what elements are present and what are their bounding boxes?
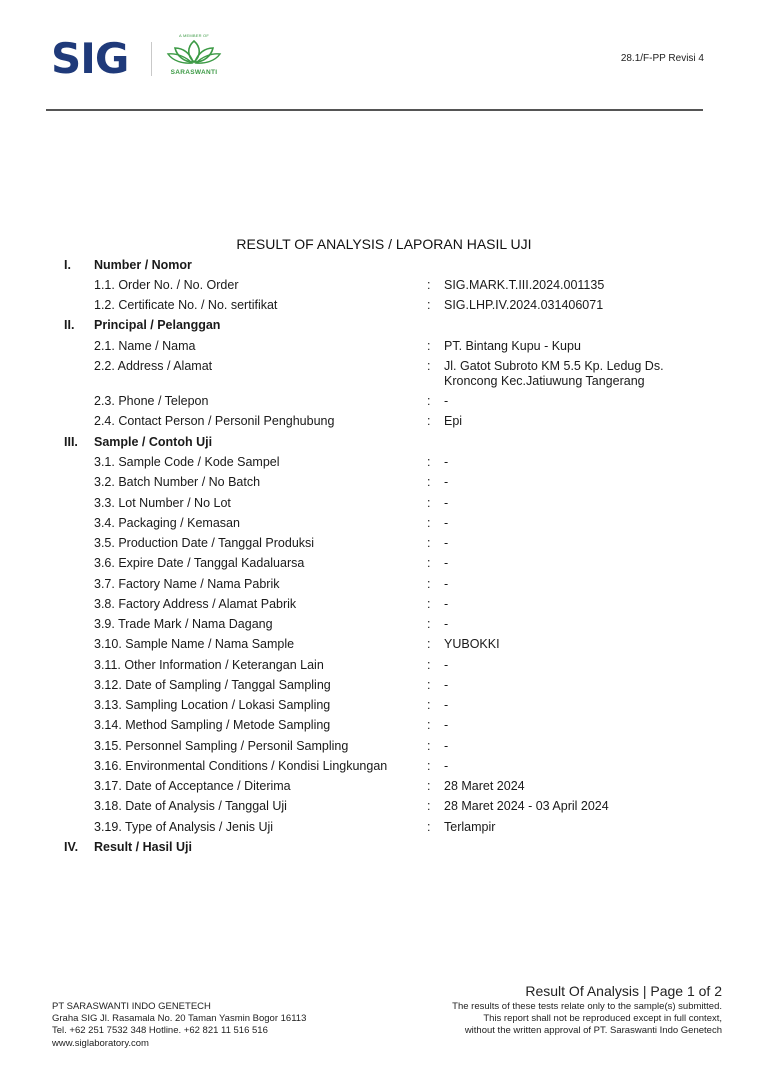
disclaimer-line: The results of these tests relate only to the sample(s) submitted. (452, 1001, 722, 1012)
field-value: - (444, 455, 449, 469)
section-title: Principal / Pelanggan (94, 318, 221, 332)
field-colon: : (427, 617, 431, 631)
field-label: 3.8. Factory Address / Alamat Pabrik (94, 597, 297, 611)
field-colon: : (427, 678, 431, 692)
field-colon: : (427, 658, 431, 672)
section-number: IV. (64, 840, 79, 854)
field-value: - (444, 698, 449, 712)
field-value: - (444, 475, 449, 489)
field-value (444, 359, 714, 389)
field-label: 2.2. Address / Alamat (94, 359, 213, 373)
section-number: III. (64, 435, 78, 449)
field-value: - (444, 536, 449, 550)
field-label: 3.15. Personnel Sampling / Personil Sampling (94, 739, 349, 753)
field-label: 3.17. Date of Acceptance / Diterima (94, 779, 291, 793)
field-label: 2.3. Phone / Telepon (94, 394, 209, 408)
field-label: 3.12. Date of Sampling / Tanggal Sampling (94, 678, 331, 692)
company-address: Graha SIG Jl. Rasamala No. 20 Taman Yasmin Bogor 16113 (52, 1013, 307, 1025)
field-value: 28 Maret 2024 (444, 779, 525, 793)
field-label: 3.6. Expire Date / Tanggal Kadaluarsa (94, 556, 305, 570)
field-label: 3.2. Batch Number / No Batch (94, 475, 261, 489)
field-value: SIG.MARK.T.III.2024.001135 (444, 278, 605, 292)
field-colon: : (427, 414, 431, 428)
field-colon: : (427, 496, 431, 510)
field-colon: : (427, 718, 431, 732)
field-label: 3.11. Other Information / Keterangan Lain (94, 658, 324, 672)
document-reference: 28.1/F-PP Revisi 4 (620, 53, 704, 64)
company-phone: Tel. +62 251 7532 348 Hotline. +62 821 11 516 516 (52, 1025, 268, 1037)
field-label: 3.4. Packaging / Kemasan (94, 516, 240, 530)
report-title: RESULT OF ANALYSIS / LAPORAN HASIL UJI (236, 236, 532, 252)
field-label: 3.5. Production Date / Tanggal Produksi (94, 536, 315, 550)
field-label: 3.10. Sample Name / Nama Sample (94, 637, 295, 651)
field-value: - (444, 658, 449, 672)
field-colon: : (427, 278, 431, 292)
field-label: 3.7. Factory Name / Nama Pabrik (94, 577, 280, 591)
leaf-icon (165, 38, 223, 64)
logo-separator (151, 42, 152, 76)
field-colon: : (427, 475, 431, 489)
field-value: Terlampir (444, 820, 496, 834)
section-title: Number / Nomor (94, 258, 192, 272)
field-colon: : (427, 759, 431, 773)
field-label: 3.18. Date of Analysis / Tanggal Uji (94, 799, 287, 813)
field-value: - (444, 516, 449, 530)
field-value: 28 Maret 2024 - 03 April 2024 (444, 799, 609, 813)
address-line-2: Kroncong Kec.Jatiuwung Tangerang (444, 374, 645, 388)
field-colon: : (427, 516, 431, 530)
field-value: SIG.LHP.IV.2024.031406071 (444, 298, 604, 312)
header-divider (46, 109, 703, 111)
field-value: - (444, 678, 449, 692)
field-colon: : (427, 799, 431, 813)
field-label: 3.3. Lot Number / No Lot (94, 496, 231, 510)
field-colon: : (427, 556, 431, 570)
field-value: - (444, 577, 449, 591)
field-label: 3.19. Type of Analysis / Jenis Uji (94, 820, 274, 834)
field-label: 3.9. Trade Mark / Nama Dagang (94, 617, 273, 631)
field-label: 2.1. Name / Nama (94, 339, 196, 353)
section-title: Sample / Contoh Uji (94, 435, 213, 449)
field-label: 2.4. Contact Person / Personil Penghubung (94, 414, 335, 428)
field-colon: : (427, 298, 431, 312)
field-label: 3.16. Environmental Conditions / Kondisi Lingkungan (94, 759, 388, 773)
disclaimer-line: without the written approval of PT. Saraswanti Indo Genetech (464, 1025, 722, 1037)
company-website: www.siglaboratory.com (52, 1037, 149, 1049)
field-colon: : (427, 455, 431, 469)
field-label: 1.1. Order No. / No. Order (94, 278, 239, 292)
section-number: II. (64, 318, 75, 332)
disclaimer (452, 1001, 722, 1038)
field-value: - (444, 556, 449, 570)
section-number: I. (64, 258, 71, 272)
field-value: - (444, 394, 449, 408)
company-info (52, 1001, 306, 1050)
sig-logo: SIG (51, 34, 129, 83)
saraswanti-logo (165, 33, 223, 79)
field-colon: : (427, 577, 431, 591)
field-value: - (444, 759, 449, 773)
company-name: PT SARASWANTI INDO GENETECH (52, 1001, 211, 1012)
field-colon: : (427, 359, 431, 373)
field-value: - (444, 739, 449, 753)
field-value: - (444, 496, 449, 510)
page-indicator: Result Of Analysis | Page 1 of 2 (525, 983, 722, 999)
member-of-text: A MEMBER OF (179, 33, 209, 38)
field-colon: : (427, 339, 431, 353)
disclaimer-line: This report shall not be reproduced except in full context, (483, 1013, 722, 1025)
field-value: - (444, 718, 449, 732)
field-value: - (444, 597, 449, 611)
field-colon: : (427, 779, 431, 793)
address-line-1: Jl. Gatot Subroto KM 5.5 Kp. Ledug Ds. (444, 359, 664, 373)
field-colon: : (427, 536, 431, 550)
saraswanti-name: SARASWANTI (170, 69, 218, 76)
section-title: Result / Hasil Uji (94, 840, 192, 854)
field-value: YUBOKKI (444, 637, 500, 651)
field-colon: : (427, 597, 431, 611)
field-colon: : (427, 394, 431, 408)
field-label: 3.13. Sampling Location / Lokasi Sampling (94, 698, 331, 712)
field-value: Epi (444, 414, 463, 428)
field-value: - (444, 617, 449, 631)
field-label: 3.14. Method Sampling / Metode Sampling (94, 718, 331, 732)
field-colon: : (427, 739, 431, 753)
field-label: 1.2. Certificate No. / No. sertifikat (94, 298, 278, 312)
field-label: 3.1. Sample Code / Kode Sampel (94, 455, 280, 469)
field-colon: : (427, 820, 431, 834)
field-colon: : (427, 698, 431, 712)
field-colon: : (427, 637, 431, 651)
field-value: PT. Bintang Kupu - Kupu (444, 339, 581, 353)
